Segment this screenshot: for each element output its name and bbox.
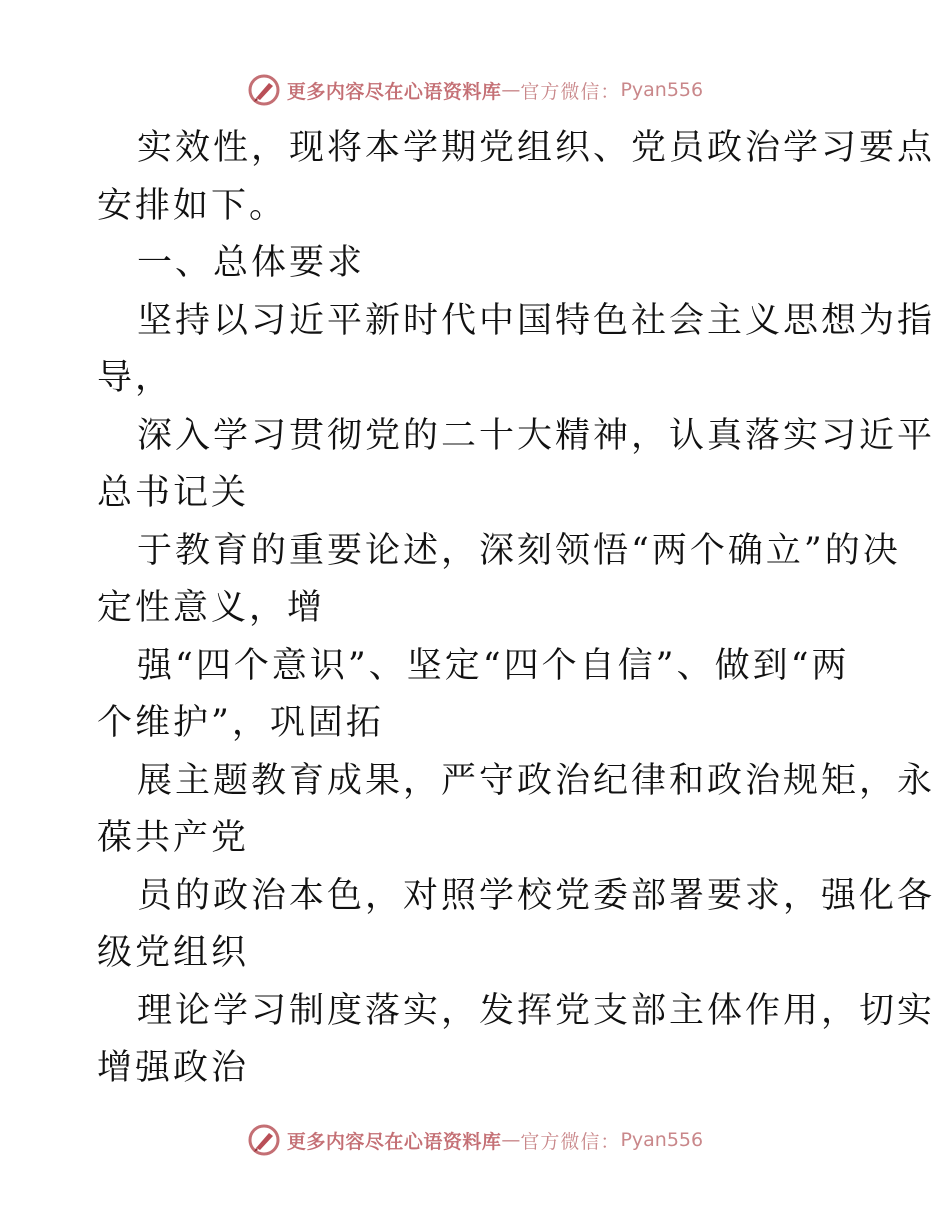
text-line: 级党组织 (97, 933, 250, 973)
watermark-account: Pyan556 (620, 1129, 704, 1151)
watermark-separator: — (501, 1129, 521, 1151)
document-body (97, 120, 936, 1098)
text-line: 实效性，现将本学期党组织、党员政治学习要点 (137, 128, 936, 168)
pen-logo-icon (247, 73, 281, 107)
pen-logo-icon (247, 1123, 281, 1157)
text-line: 导， (97, 358, 174, 398)
text-line: 增强政治 (97, 1048, 250, 1088)
text-line: 总书记关 (97, 473, 250, 513)
watermark-account: Pyan556 (620, 79, 704, 101)
watermark-label: 官方微信： (520, 1130, 621, 1153)
text-line: 个维护”，巩固拓 (97, 703, 384, 743)
text-line: 安排如下。 (97, 185, 288, 226)
watermark-brand: 更多内容尽在心语资料库 (286, 1130, 502, 1153)
text-line: 于教育的重要论述，深刻领悟“两个确立”的决 (137, 530, 901, 571)
text-line: 定性意义，增 (97, 588, 326, 628)
text-line: 葆共产党 (97, 818, 250, 858)
section-heading: 一、总体要求 (137, 243, 366, 283)
text-line: 员的政治本色，对照学校党委部署要求，强化各 (137, 875, 936, 916)
watermark-brand: 更多内容尽在心语资料库 (286, 80, 502, 103)
watermark-separator: — (501, 79, 521, 101)
text-line: 坚持以习近平新时代中国特色社会主义思想为指 (137, 300, 936, 341)
watermark-label: 官方微信： (520, 80, 621, 103)
text-line: 理论学习制度落实，发挥党支部主体作用，切实 (137, 990, 936, 1031)
header-watermark (0, 70, 950, 110)
text-line: 展主题教育成果，严守政治纪律和政治规矩，永 (137, 760, 936, 801)
footer-watermark (0, 1120, 950, 1160)
text-line: 深入学习贯彻党的二十大精神，认真落实习近平 (137, 415, 936, 456)
text-line: 强“四个意识”、坚定“四个自信”、做到“两 (137, 645, 850, 686)
